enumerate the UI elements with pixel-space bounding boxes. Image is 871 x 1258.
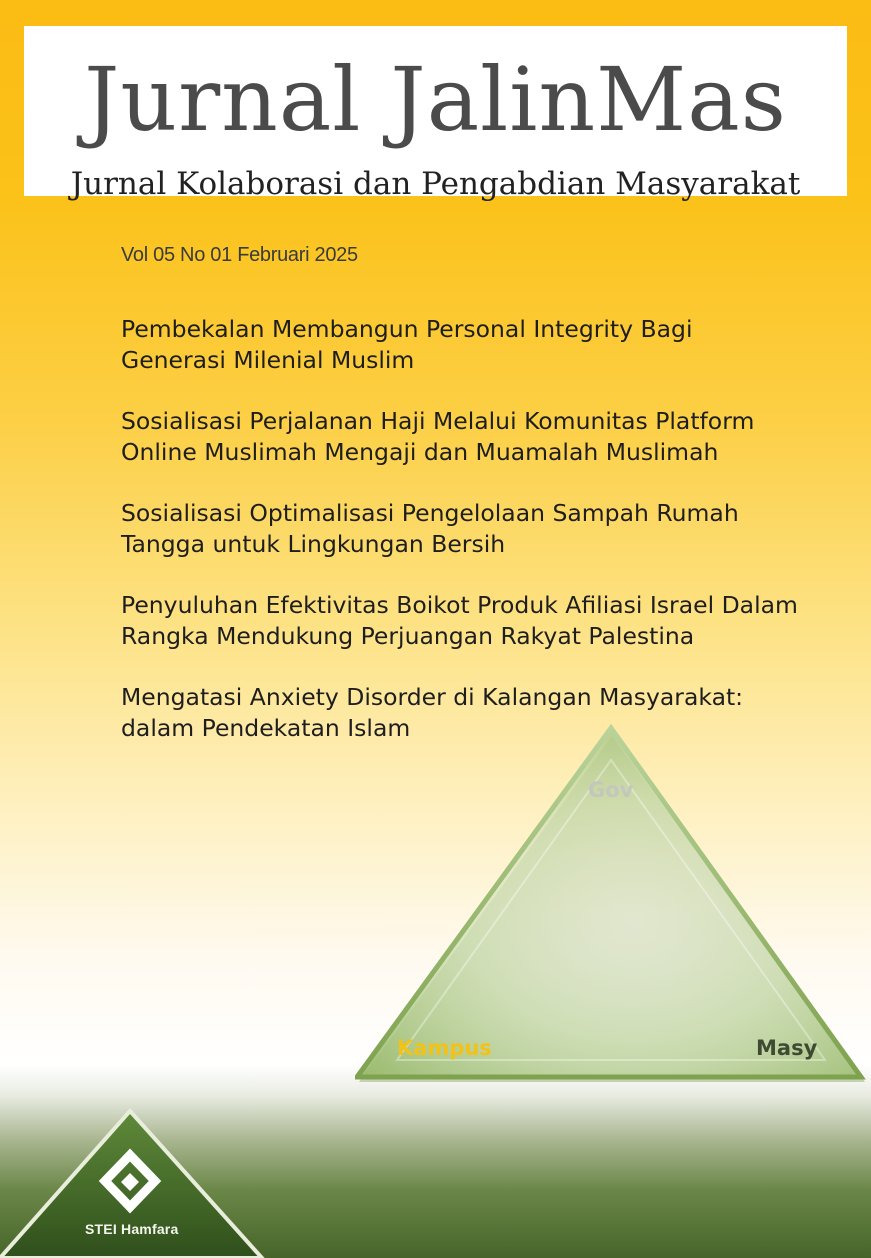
article-title-1-line-2: Generasi Milenial Muslim <box>121 346 415 374</box>
journal-subtitle: Jurnal Kolaborasi dan Pengabdian Masyarakat <box>70 166 801 202</box>
article-title-5-line-2: dalam Pendekatan Islam <box>121 714 411 742</box>
diagram-label-gov: Gov <box>588 778 634 802</box>
article-title-1-line-1: Pembekalan Membangun Personal Integrity Bagi <box>121 315 693 343</box>
article-title-2-line-2: Online Muslimah Mengaji dan Muamalah Muslimah <box>121 438 719 466</box>
article-title-4-line-1: Penyuluhan Efektivitas Boikot Produk Afiliasi Israel Dalam <box>121 591 798 619</box>
article-title-2 <box>121 406 821 468</box>
article-title-4 <box>121 590 821 652</box>
journal-title: Jurnal JalinMas <box>84 48 787 151</box>
article-title-3-line-2: Tangga untuk Lingkungan Bersih <box>121 530 506 558</box>
journal-masthead <box>24 26 847 202</box>
article-title-2-line-1: Sosialisasi Perjalanan Haji Melalui Komunitas Platform <box>121 407 755 435</box>
article-title-4-line-2: Rangka Mendukung Perjuangan Rakyat Palestina <box>121 622 695 650</box>
article-title-3-line-1: Sosialisasi Optimalisasi Pengelolaan Sampah Rumah <box>121 499 739 527</box>
diagram-label-kampus: Kampus <box>397 1036 492 1060</box>
publisher-name: STEI Hamfara <box>85 1221 179 1237</box>
article-title-1 <box>121 314 821 376</box>
article-title-3 <box>121 498 821 560</box>
collaboration-triangle-diagram <box>355 720 870 1085</box>
article-list <box>121 314 821 774</box>
diagram-label-masy: Masy <box>756 1036 818 1060</box>
article-title-5-line-1: Mengatasi Anxiety Disorder di Kalangan Masyarakat: <box>121 683 744 711</box>
volume-issue-date: Vol 05 No 01 Februari 2025 <box>121 244 358 266</box>
